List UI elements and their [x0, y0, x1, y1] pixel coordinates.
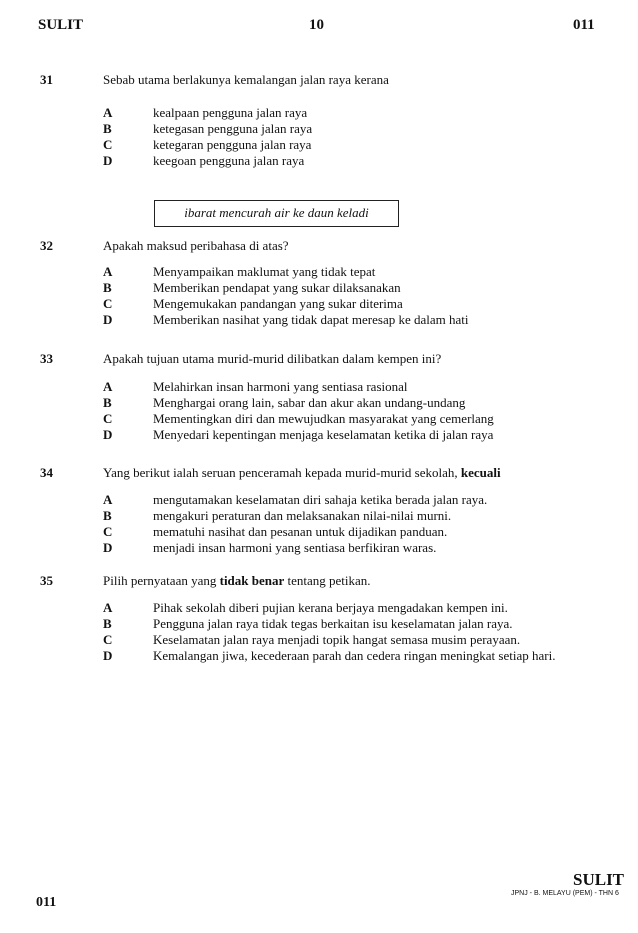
- header-sulit: SULIT: [38, 17, 84, 33]
- option-b[interactable]: [103, 508, 451, 523]
- option-d[interactable]: [103, 648, 555, 663]
- option-text: Keselamatan jalan raya menjadi topik hangat semasa musim perayaan.: [153, 632, 521, 647]
- option-letter: A: [103, 105, 113, 120]
- option-letter: B: [103, 616, 112, 631]
- option-letter: D: [103, 648, 113, 663]
- option-d[interactable]: [103, 540, 436, 555]
- option-text: Mementingkan diri dan mewujudkan masyarakat yang cemerlang: [153, 411, 494, 426]
- option-letter: D: [103, 427, 113, 442]
- question-text-emphasis: kecuali: [460, 465, 501, 480]
- option-text: kealpaan pengguna jalan raya: [153, 105, 308, 120]
- option-text: ketegasan pengguna jalan raya: [153, 121, 313, 136]
- option-text: mengakuri peraturan dan melaksanakan nilai-nilai murni.: [153, 508, 452, 523]
- question-text: [103, 573, 371, 589]
- option-text: keegoan pengguna jalan raya: [153, 153, 305, 168]
- option-b[interactable]: [103, 280, 401, 295]
- page-number: 10: [309, 17, 324, 33]
- question-number: 31: [40, 72, 53, 87]
- option-c[interactable]: [103, 411, 494, 426]
- question-text-emphasis: tidak benar: [219, 573, 285, 588]
- option-c[interactable]: [103, 296, 403, 311]
- option-letter: B: [103, 280, 112, 295]
- question-text-end: tentang petikan.: [287, 573, 371, 588]
- option-letter: D: [103, 153, 113, 168]
- option-letter: C: [103, 411, 113, 426]
- option-a[interactable]: [103, 379, 408, 394]
- option-c[interactable]: [103, 524, 447, 539]
- option-a[interactable]: [103, 105, 307, 120]
- option-letter: C: [103, 632, 113, 647]
- option-c[interactable]: [103, 632, 520, 647]
- question-text: Sebab utama berlakunya kemalangan jalan raya kerana: [103, 72, 389, 87]
- option-letter: A: [103, 600, 113, 615]
- option-a[interactable]: [103, 600, 508, 615]
- option-text: Melahirkan insan harmoni yang sentiasa rasional: [153, 379, 408, 394]
- question-number: 34: [40, 465, 53, 480]
- question-number: 33: [40, 351, 53, 366]
- option-d[interactable]: [103, 427, 493, 442]
- option-text: ketegaran pengguna jalan raya: [153, 137, 312, 152]
- question-text-main: Yang berikut ialah seruan penceramah kepada murid-murid sekolah,: [103, 465, 458, 480]
- option-text: Menyedari kepentingan menjaga keselamatan ketika di jalan raya: [153, 427, 494, 442]
- option-a[interactable]: [103, 264, 375, 279]
- option-text: Kemalangan jiwa, kecederaan parah dan cedera ringan meningkat setiap hari.: [153, 648, 556, 663]
- option-letter: A: [103, 492, 113, 507]
- option-text: Pihak sekolah diberi pujian kerana berjaya mengadakan kempen ini.: [153, 600, 508, 615]
- option-text: Menyampaikan maklumat yang tidak tepat: [153, 264, 376, 279]
- option-c[interactable]: [103, 137, 311, 152]
- footer-sulit: SULIT: [573, 870, 625, 889]
- option-b[interactable]: [103, 616, 513, 631]
- option-text: mengutamakan keselamatan diri sahaja ketika berada jalan raya.: [153, 492, 488, 507]
- question-number: 32: [40, 238, 53, 253]
- option-letter: B: [103, 395, 112, 410]
- header-code: 011: [573, 17, 595, 33]
- option-b[interactable]: [103, 395, 465, 410]
- option-letter: C: [103, 524, 113, 539]
- option-d[interactable]: [103, 312, 469, 327]
- option-letter: C: [103, 137, 113, 152]
- option-letter: A: [103, 264, 113, 279]
- option-text: Memberikan pendapat yang sukar dilaksanakan: [153, 280, 401, 295]
- question-text: Apakah tujuan utama murid-murid dilibatkan dalam kempen ini?: [103, 351, 442, 366]
- footer-note: JPNJ - B. MELAYU (PEM) - THN 6: [511, 890, 619, 897]
- option-d[interactable]: [103, 153, 304, 168]
- option-letter: B: [103, 121, 112, 136]
- option-letter: C: [103, 296, 113, 311]
- question-text: [103, 465, 501, 481]
- option-letter: D: [103, 312, 113, 327]
- option-letter: D: [103, 540, 113, 555]
- option-text: Mengemukakan pandangan yang sukar diterima: [153, 296, 403, 311]
- question-number: 35: [40, 573, 53, 588]
- option-letter: B: [103, 508, 112, 523]
- option-b[interactable]: [103, 121, 312, 136]
- option-text: menjadi insan harmoni yang sentiasa berfikiran waras.: [153, 540, 437, 555]
- question-text: Apakah maksud peribahasa di atas?: [103, 238, 289, 253]
- footer-code: 011: [36, 895, 57, 910]
- option-text: Memberikan nasihat yang tidak dapat meresap ke dalam hati: [153, 312, 469, 327]
- option-text: mematuhi nasihat dan pesanan untuk dijadikan panduan.: [153, 524, 448, 539]
- option-text: Pengguna jalan raya tidak tegas berkaitan isu keselamatan jalan raya.: [153, 616, 513, 631]
- option-letter: A: [103, 379, 113, 394]
- peribahasa-box: ibarat mencurah air ke daun keladi: [154, 200, 399, 227]
- option-text: Menghargai orang lain, sabar dan akur akan undang-undang: [153, 395, 466, 410]
- question-text-main: Pilih pernyataan yang: [103, 573, 217, 588]
- option-a[interactable]: [103, 492, 487, 507]
